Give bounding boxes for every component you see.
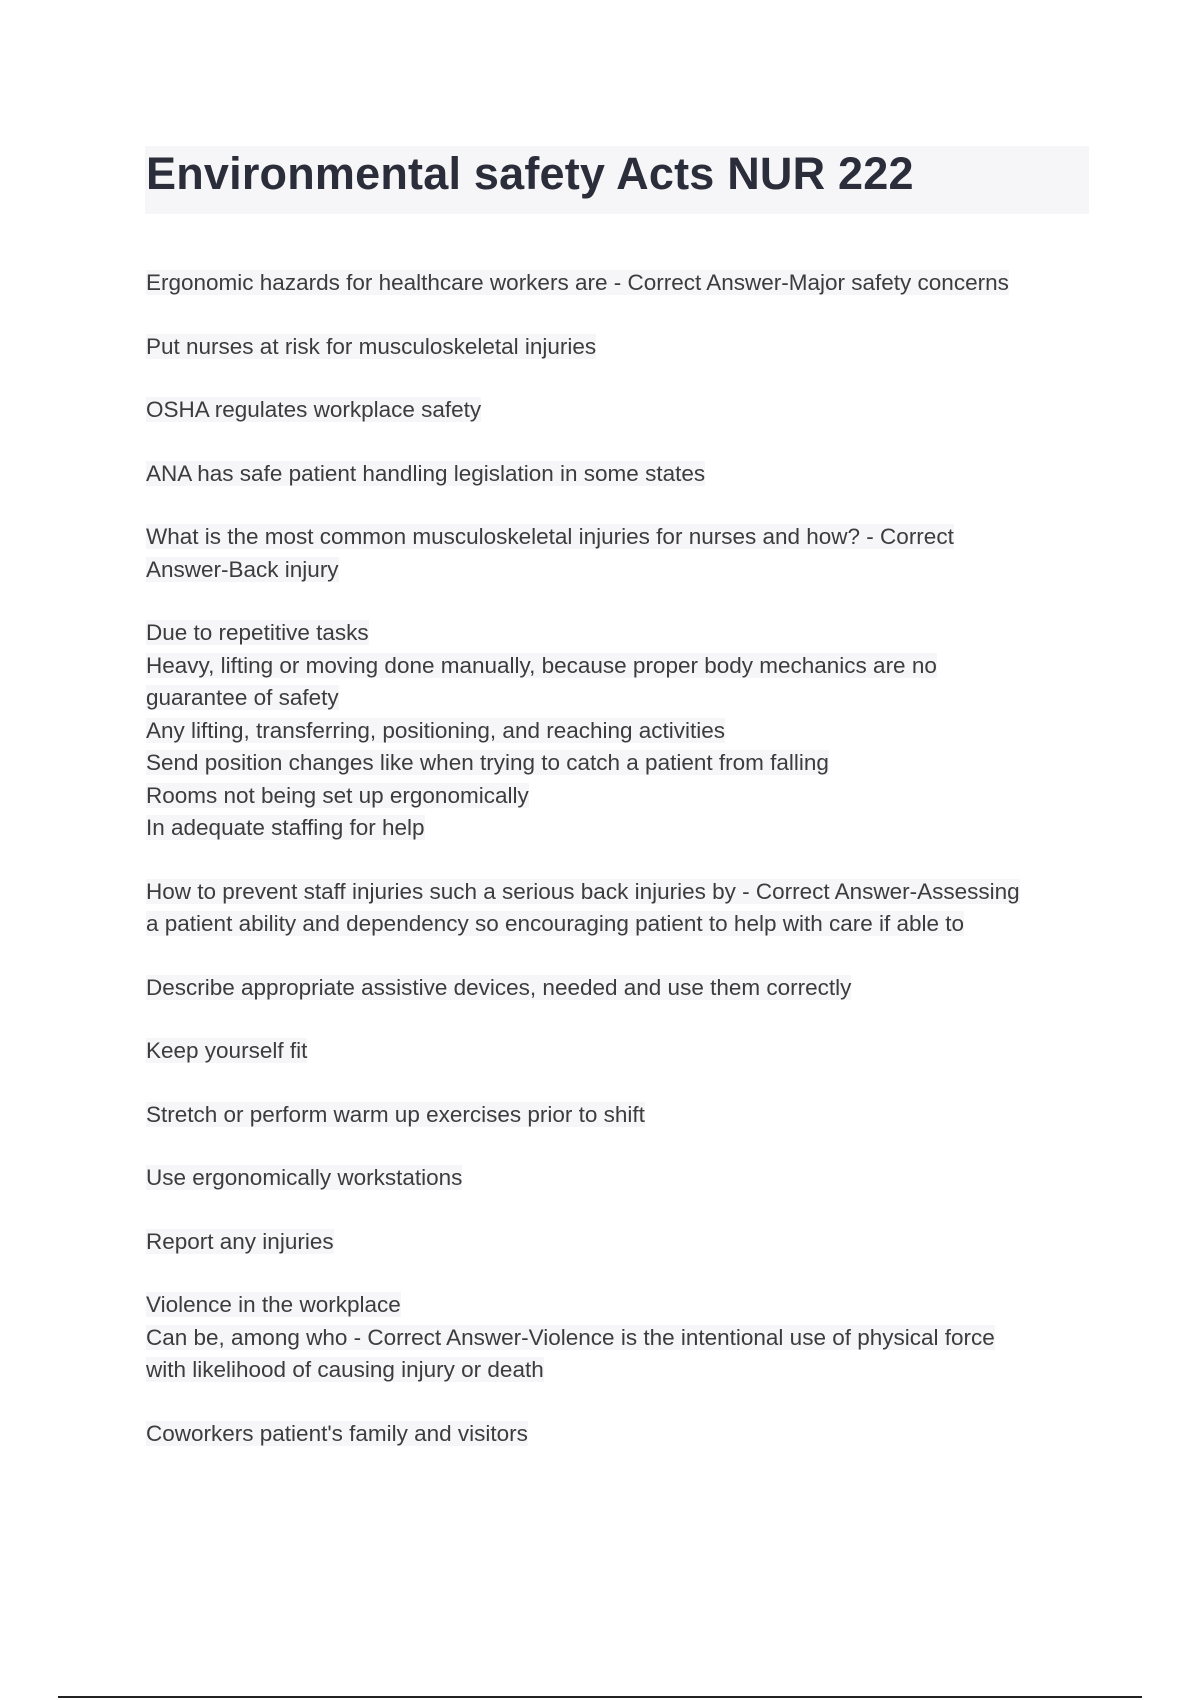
document-title: Environmental safety Acts NUR 222 xyxy=(146,148,914,199)
paragraph xyxy=(146,1418,1096,1451)
paragraph xyxy=(146,1162,1096,1195)
text-line: Any lifting, transferring, positioning, and reaching activities xyxy=(146,717,726,743)
text-line: with likelihood of causing injury or death xyxy=(146,1357,544,1382)
text-line: ANA has safe patient handling legislation in some states xyxy=(146,460,706,486)
paragraph xyxy=(146,617,1096,845)
paragraph xyxy=(146,394,1096,427)
text-line: Stretch or perform warm up exercises prior to shift xyxy=(146,1101,645,1127)
footer-divider xyxy=(58,1696,1142,1698)
paragraph xyxy=(146,458,1096,491)
paragraph xyxy=(146,331,1096,364)
text-line: Answer-Back injury xyxy=(146,556,339,582)
document-body xyxy=(146,267,1096,1481)
text-line: Send position changes like when trying to catch a patient from falling xyxy=(146,750,829,775)
text-line: Describe appropriate assistive devices, needed and use them correctly xyxy=(146,974,852,1000)
paragraph xyxy=(146,267,1096,300)
text-line: Due to repetitive tasks xyxy=(146,620,369,645)
text-line: Use ergonomically workstations xyxy=(146,1165,463,1190)
text-line: Can be, among who - Correct Answer-Violence is the intentional use of physical force xyxy=(146,1324,995,1350)
text-line: Violence in the workplace xyxy=(146,1292,401,1317)
text-line: OSHA regulates workplace safety xyxy=(146,397,482,422)
paragraph xyxy=(146,1035,1096,1068)
text-line: In adequate staffing for help xyxy=(146,815,425,840)
text-line: Report any injuries xyxy=(146,1228,334,1254)
paragraph xyxy=(146,972,1096,1005)
text-line: What is the most common musculoskeletal injuries for nurses and how? - Correct xyxy=(146,524,954,549)
text-line: Coworkers patient's family and visitors xyxy=(146,1420,528,1446)
text-line: Ergonomic hazards for healthcare workers are - Correct Answer-Major safety concerns xyxy=(146,270,1009,295)
paragraph xyxy=(146,1289,1096,1387)
text-line: a patient ability and dependency so encouraging patient to help with care if able to xyxy=(146,911,965,936)
text-line: Heavy, lifting or moving done manually, because proper body mechanics are no xyxy=(146,652,937,678)
paragraph xyxy=(146,521,1096,586)
paragraph xyxy=(146,1099,1096,1132)
paragraph xyxy=(146,1226,1096,1259)
paragraph xyxy=(146,876,1096,941)
text-line: Rooms not being set up ergonomically xyxy=(146,782,529,808)
text-line: guarantee of safety xyxy=(146,685,339,710)
text-line: Put nurses at risk for musculoskeletal injuries xyxy=(146,333,597,359)
text-line: How to prevent staff injuries such a serious back injuries by - Correct Answer-Assessing xyxy=(146,878,1020,904)
text-line: Keep yourself fit xyxy=(146,1038,308,1063)
